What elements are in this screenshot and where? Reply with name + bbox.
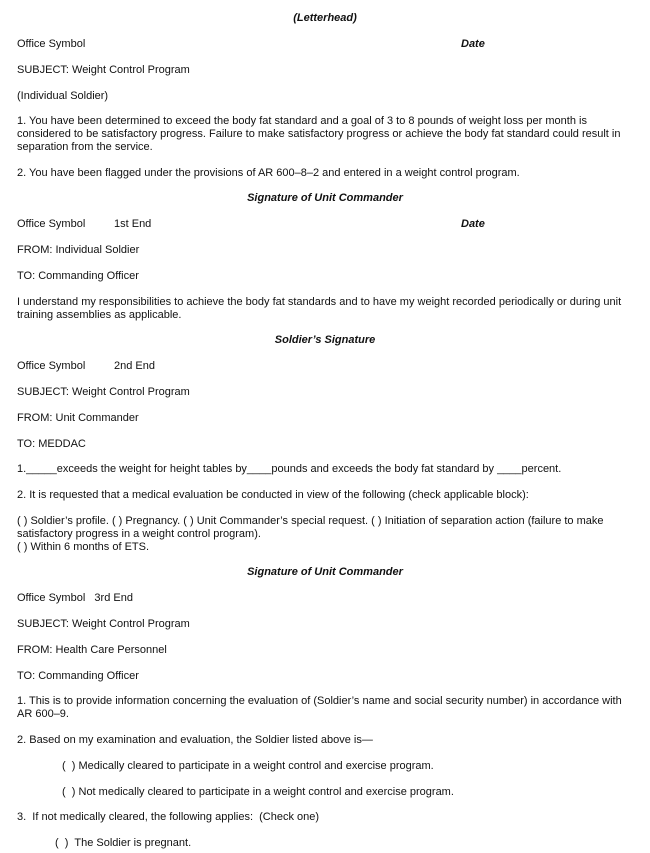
paragraph-2: 2. Based on my examination and evaluation, the Soldier listed above is— bbox=[17, 734, 373, 746]
office-symbol-endorsement: Office Symbol 3rd End bbox=[17, 592, 133, 604]
to-line: TO: Commanding Officer bbox=[17, 670, 139, 682]
date-label: Date bbox=[461, 38, 485, 50]
endorsement-label: 2nd End bbox=[114, 360, 155, 372]
acknowledgement-paragraph: I understand my responsibilities to achieve the body fat standards and to have my weight recorded periodically or during unit training assemblies as applicable. bbox=[17, 296, 622, 321]
signature-unit-commander: Signature of Unit Commander bbox=[247, 192, 403, 204]
evaluation-options: ( ) Soldier’s profile. ( ) Pregnancy. ( ) Unit Commander’s special request. ( ) Initiation of separation action (failure to make satisfactory progress in a weight control program). bbox=[17, 515, 604, 540]
date-label: Date bbox=[461, 218, 485, 230]
subject-line: SUBJECT: Weight Control Program bbox=[17, 386, 190, 398]
to-line: TO: Commanding Officer bbox=[17, 270, 139, 282]
office-symbol: Office Symbol bbox=[17, 360, 86, 372]
soldier-signature: Soldier’s Signature bbox=[274, 334, 376, 346]
option-medically-cleared: ( ) Medically cleared to participate in a weight control and exercise program. bbox=[62, 760, 434, 772]
option-not-medically-cleared: ( ) Not medically cleared to participate in a weight control and exercise program. bbox=[62, 786, 454, 798]
to-line: TO: MEDDAC bbox=[17, 438, 86, 450]
paragraph-2: 2. You have been flagged under the provisions of AR 600–8–2 and entered in a weight control program. bbox=[17, 167, 520, 179]
letterhead: (Letterhead) bbox=[293, 12, 357, 24]
addressee: (Individual Soldier) bbox=[17, 90, 109, 102]
option-pregnant: ( ) The Soldier is pregnant. bbox=[55, 837, 192, 849]
paragraph-1: 1. This is to provide information concerning the evaluation of (Soldier’s name and social security number) in accordance with AR 600–9. bbox=[17, 695, 622, 720]
office-symbol: Office Symbol bbox=[17, 38, 86, 50]
endorsement-label: 1st End bbox=[114, 218, 152, 230]
subject-line: SUBJECT: Weight Control Program bbox=[17, 64, 190, 76]
from-line: FROM: Individual Soldier bbox=[17, 244, 140, 256]
from-line: FROM: Health Care Personnel bbox=[17, 644, 167, 656]
office-symbol: Office Symbol bbox=[17, 218, 86, 230]
signature-unit-commander: Signature of Unit Commander bbox=[247, 566, 403, 578]
from-line: FROM: Unit Commander bbox=[17, 412, 139, 424]
paragraph-3: 3. If not medically cleared, the following applies: (Check one) bbox=[17, 811, 320, 823]
paragraph-2: 2. It is requested that a medical evaluation be conducted in view of the following (check applicable block): bbox=[17, 489, 529, 501]
subject-line: SUBJECT: Weight Control Program bbox=[17, 618, 190, 630]
evaluation-option-ets: ( ) Within 6 months of ETS. bbox=[17, 541, 150, 553]
paragraph-1: 1._____exceeds the weight for height tables by____pounds and exceeds the body fat standard by ____percent. bbox=[17, 463, 562, 475]
paragraph-1: 1. You have been determined to exceed the body fat standard and a goal of 3 to 8 pounds of weight loss per month is considered to be satisfactory progress. Failure to make satisfactory progress or achieve the body fat standard could result in separation from the service. bbox=[17, 115, 621, 153]
